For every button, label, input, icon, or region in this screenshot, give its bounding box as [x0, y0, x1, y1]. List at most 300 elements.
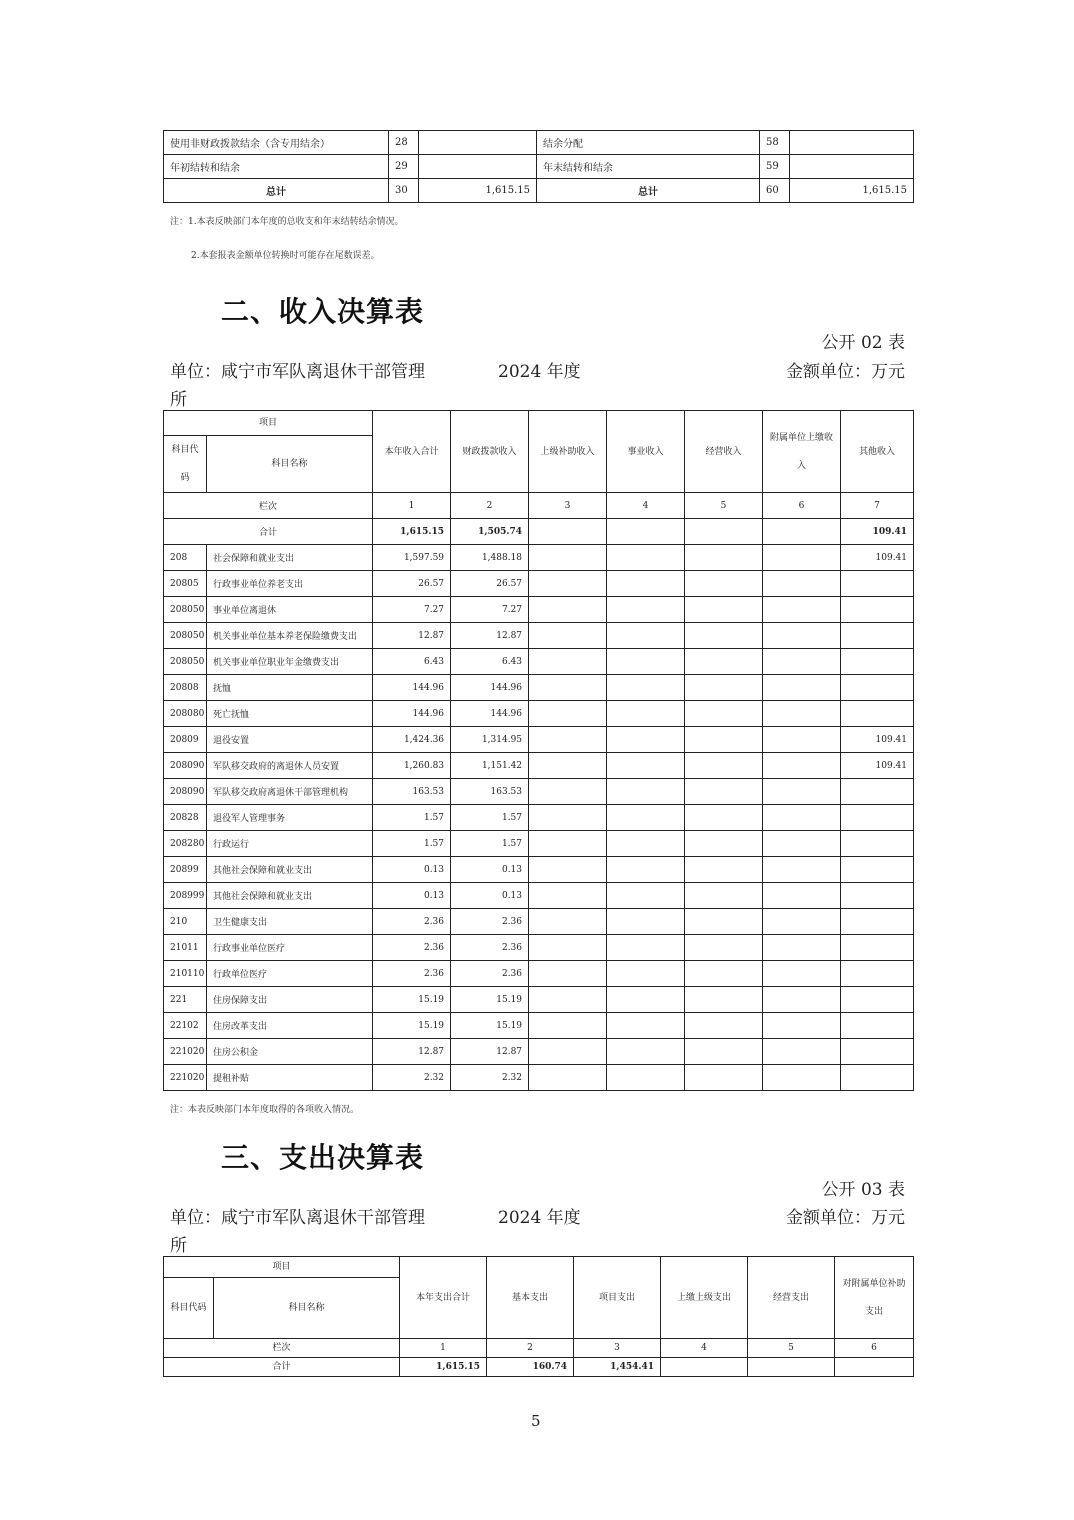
amount-cell: [529, 883, 607, 909]
column-number-label: 栏次: [164, 493, 373, 519]
table-row: [164, 753, 914, 779]
amount-cell: [841, 701, 914, 727]
page-number: 5: [531, 1412, 541, 1430]
column-number: 2: [487, 1339, 574, 1358]
expense-unit: 单位：咸宁市军队离退休干部管理: [170, 1208, 425, 1228]
amount-cell: [841, 883, 914, 909]
amount-cell: [529, 571, 607, 597]
amount-cell: [529, 961, 607, 987]
amount-cell: [763, 831, 841, 857]
cell-left-no: 30: [389, 179, 419, 203]
header-col-5: 经营收入: [685, 411, 763, 493]
amount-cell: 1,314.95: [451, 727, 529, 753]
amount-cell: 2.32: [451, 1065, 529, 1091]
income-unit: 单位：咸宁市军队离退休干部管理: [170, 362, 425, 382]
amount-cell: [607, 961, 685, 987]
amount-cell: [685, 727, 763, 753]
balance-row: [164, 179, 914, 203]
amount-cell: 0.13: [451, 857, 529, 883]
column-number-label: 栏次: [164, 1339, 400, 1358]
total-value: [661, 1358, 748, 1377]
subject-code: 208280: [164, 831, 207, 857]
amount-cell: [607, 597, 685, 623]
subject-code: 221020: [164, 1039, 207, 1065]
balance-row: [164, 131, 914, 155]
amount-cell: [763, 1065, 841, 1091]
amount-cell: [685, 883, 763, 909]
amount-cell: [607, 805, 685, 831]
table-row: [164, 597, 914, 623]
cell-left-label: 使用非财政拨款结余（含专用结余）: [164, 131, 389, 155]
table-row: [164, 935, 914, 961]
amount-cell: [763, 883, 841, 909]
amount-cell: [607, 883, 685, 909]
amount-cell: [763, 753, 841, 779]
amount-cell: [763, 1013, 841, 1039]
cell-left-val: [419, 131, 537, 155]
table-row: [164, 805, 914, 831]
table-row: [164, 701, 914, 727]
amount-cell: [841, 857, 914, 883]
header-col-4: 事业收入: [607, 411, 685, 493]
balance-note-1: 注：1.本表反映部门本年度的总收支和年末结转结余情况。: [170, 217, 404, 227]
subject-name: 提租补贴: [207, 1065, 373, 1091]
cell-left-no: 29: [389, 155, 419, 179]
amount-cell: [607, 753, 685, 779]
subject-code: 208050: [164, 597, 207, 623]
amount-cell: [685, 909, 763, 935]
amount-cell: [685, 961, 763, 987]
column-number: 4: [661, 1339, 748, 1358]
table-row: [164, 1013, 914, 1039]
expense-unit-continued: 所: [170, 1236, 187, 1256]
subject-code: 208999: [164, 883, 207, 909]
amount-cell: [841, 831, 914, 857]
total-label: 合计: [164, 519, 373, 545]
amount-cell: 6.43: [451, 649, 529, 675]
subject-name: 行政运行: [207, 831, 373, 857]
subject-code: 208050: [164, 623, 207, 649]
amount-cell: [529, 597, 607, 623]
amount-cell: [529, 623, 607, 649]
column-number: 7: [841, 493, 914, 519]
subject-code: 20808: [164, 675, 207, 701]
subject-name: 其他社会保障和就业支出: [207, 883, 373, 909]
subject-code: 20899: [164, 857, 207, 883]
total-value: 109.41: [841, 519, 914, 545]
expense-year: 2024 年度: [498, 1208, 581, 1228]
amount-cell: [607, 545, 685, 571]
subject-code: 210110: [164, 961, 207, 987]
subject-name: 社会保障和就业支出: [207, 545, 373, 571]
amount-cell: 7.27: [373, 597, 451, 623]
column-number: 6: [763, 493, 841, 519]
amount-cell: [529, 545, 607, 571]
income-note: 注：本表反映部门本年度取得的各项收入情况。: [170, 1105, 360, 1115]
amount-cell: [685, 779, 763, 805]
subject-name: 机关事业单位基本养老保险缴费支出: [207, 623, 373, 649]
amount-cell: 12.87: [373, 623, 451, 649]
table-row: [164, 857, 914, 883]
table-row: [164, 909, 914, 935]
header-col-3: 上级补助收入: [529, 411, 607, 493]
amount-cell: [607, 1013, 685, 1039]
amount-cell: [763, 1039, 841, 1065]
amount-cell: [529, 649, 607, 675]
amount-cell: 7.27: [451, 597, 529, 623]
amount-cell: [763, 701, 841, 727]
amount-cell: 2.36: [451, 909, 529, 935]
subject-name: 行政事业单位养老支出: [207, 571, 373, 597]
table-row: [164, 649, 914, 675]
amount-cell: [607, 623, 685, 649]
table-row: [164, 545, 914, 571]
amount-cell: 163.53: [451, 779, 529, 805]
amount-cell: [763, 935, 841, 961]
income-section-title: 二、收入决算表: [221, 295, 425, 328]
subject-name: 军队移交政府离退休干部管理机构: [207, 779, 373, 805]
amount-cell: [685, 701, 763, 727]
amount-cell: 144.96: [451, 701, 529, 727]
amount-cell: [529, 779, 607, 805]
amount-cell: 144.96: [451, 675, 529, 701]
amount-cell: [763, 909, 841, 935]
subject-name: 退役安置: [207, 727, 373, 753]
subject-name: 事业单位离退休: [207, 597, 373, 623]
cell-right-label: 年末结转和结余: [537, 155, 760, 179]
amount-cell: [607, 857, 685, 883]
header-col-2: 基本支出: [487, 1257, 574, 1339]
header-col-1: 本年收入合计: [373, 411, 451, 493]
subject-name: 抚恤: [207, 675, 373, 701]
amount-cell: 1.57: [373, 831, 451, 857]
table-row: [164, 675, 914, 701]
amount-cell: [529, 935, 607, 961]
table-row: [164, 1039, 914, 1065]
amount-cell: [763, 571, 841, 597]
total-value: 160.74: [487, 1358, 574, 1377]
amount-cell: 12.87: [373, 1039, 451, 1065]
amount-cell: 26.57: [451, 571, 529, 597]
cell-right-val: [790, 155, 914, 179]
header-col-6: 附属单位上缴收入: [763, 411, 841, 493]
subject-code: 20805: [164, 571, 207, 597]
amount-cell: [529, 909, 607, 935]
cell-left-val: 1,615.15: [419, 179, 537, 203]
subject-name: 卫生健康支出: [207, 909, 373, 935]
amount-cell: [763, 675, 841, 701]
cell-left-label: 年初结转和结余: [164, 155, 389, 179]
amount-cell: 6.43: [373, 649, 451, 675]
table-row: [164, 961, 914, 987]
income-currency-unit: 金额单位：万元: [786, 362, 905, 382]
amount-cell: [529, 857, 607, 883]
amount-cell: [763, 649, 841, 675]
subject-code: 208050: [164, 649, 207, 675]
subject-code: 208090: [164, 753, 207, 779]
income-table: [163, 410, 914, 1091]
total-value: [607, 519, 685, 545]
column-number: 5: [685, 493, 763, 519]
amount-cell: 1,424.36: [373, 727, 451, 753]
amount-cell: [529, 1039, 607, 1065]
amount-cell: 2.36: [373, 909, 451, 935]
amount-cell: [841, 649, 914, 675]
amount-cell: 26.57: [373, 571, 451, 597]
balance-row: [164, 155, 914, 179]
total-row: [164, 519, 914, 545]
amount-cell: [685, 675, 763, 701]
amount-cell: [841, 1013, 914, 1039]
header-code: 科目代码: [164, 436, 207, 493]
subject-code: 21011: [164, 935, 207, 961]
amount-cell: [685, 649, 763, 675]
amount-cell: [841, 623, 914, 649]
amount-cell: [841, 571, 914, 597]
amount-cell: [763, 961, 841, 987]
amount-cell: 15.19: [451, 1013, 529, 1039]
cell-right-no: 59: [760, 155, 790, 179]
amount-cell: [841, 961, 914, 987]
income-unit-continued: 所: [170, 390, 187, 410]
header-col-6: 对附属单位补助支出: [835, 1257, 914, 1339]
amount-cell: [607, 987, 685, 1013]
amount-cell: [841, 1065, 914, 1091]
amount-cell: [763, 805, 841, 831]
amount-cell: [685, 805, 763, 831]
amount-cell: 144.96: [373, 675, 451, 701]
table-row: [164, 1065, 914, 1091]
amount-cell: 2.36: [373, 961, 451, 987]
amount-cell: [529, 805, 607, 831]
amount-cell: 2.36: [451, 961, 529, 987]
header-name: 科目名称: [207, 436, 373, 493]
subject-name: 住房保障支出: [207, 987, 373, 1013]
amount-cell: [607, 1065, 685, 1091]
header-item: 项目: [164, 411, 373, 436]
amount-cell: [841, 675, 914, 701]
amount-cell: [763, 545, 841, 571]
amount-cell: [763, 779, 841, 805]
amount-cell: 1,151.42: [451, 753, 529, 779]
amount-cell: [529, 1013, 607, 1039]
subject-code: 22102: [164, 1013, 207, 1039]
subject-code: 20828: [164, 805, 207, 831]
amount-cell: [607, 571, 685, 597]
header-name: 科目名称: [214, 1278, 400, 1339]
income-year: 2024 年度: [498, 362, 581, 382]
header-col-2: 财政拨款收入: [451, 411, 529, 493]
amount-cell: 0.13: [373, 883, 451, 909]
subject-name: 住房公积金: [207, 1039, 373, 1065]
subject-code: 208: [164, 545, 207, 571]
amount-cell: 1.57: [451, 805, 529, 831]
amount-cell: [685, 1013, 763, 1039]
column-number: 2: [451, 493, 529, 519]
expense-form-number: 公开 03 表: [821, 1180, 905, 1200]
amount-cell: 12.87: [451, 623, 529, 649]
amount-cell: 1.57: [451, 831, 529, 857]
subject-name: 住房改革支出: [207, 1013, 373, 1039]
amount-cell: [841, 779, 914, 805]
amount-cell: [607, 935, 685, 961]
amount-cell: 163.53: [373, 779, 451, 805]
amount-cell: [529, 753, 607, 779]
total-value: [835, 1358, 914, 1377]
amount-cell: [607, 675, 685, 701]
amount-cell: [685, 935, 763, 961]
table-row: [164, 883, 914, 909]
amount-cell: [841, 935, 914, 961]
subject-code: 208080: [164, 701, 207, 727]
amount-cell: [685, 987, 763, 1013]
amount-cell: [841, 909, 914, 935]
amount-cell: [685, 623, 763, 649]
cell-right-no: 60: [760, 179, 790, 203]
total-value: [763, 519, 841, 545]
table-row: [164, 623, 914, 649]
column-number-row: [164, 493, 914, 519]
amount-cell: [529, 701, 607, 727]
table-row: [164, 571, 914, 597]
column-number: 3: [529, 493, 607, 519]
amount-cell: 1,597.59: [373, 545, 451, 571]
subject-name: 军队移交政府的离退休人员安置: [207, 753, 373, 779]
amount-cell: [607, 727, 685, 753]
amount-cell: [763, 727, 841, 753]
amount-cell: [685, 857, 763, 883]
total-value: 1,615.15: [373, 519, 451, 545]
cell-right-label: 总计: [537, 179, 760, 203]
amount-cell: 109.41: [841, 727, 914, 753]
amount-cell: 1,488.18: [451, 545, 529, 571]
column-number: 1: [373, 493, 451, 519]
total-value: 1,615.15: [400, 1358, 487, 1377]
amount-cell: 109.41: [841, 753, 914, 779]
income-form-number: 公开 02 表: [821, 333, 905, 353]
table-row: [164, 831, 914, 857]
column-number: 4: [607, 493, 685, 519]
amount-cell: [685, 597, 763, 623]
subject-code: 221020: [164, 1065, 207, 1091]
amount-cell: 15.19: [451, 987, 529, 1013]
header-code: 科目代码: [164, 1278, 214, 1339]
total-value: 1,454.41: [574, 1358, 661, 1377]
amount-cell: [529, 727, 607, 753]
cell-right-label: 结余分配: [537, 131, 760, 155]
header-col-3: 项目支出: [574, 1257, 661, 1339]
amount-cell: [841, 805, 914, 831]
amount-cell: [685, 1039, 763, 1065]
subject-code: 221: [164, 987, 207, 1013]
subject-code: 20809: [164, 727, 207, 753]
amount-cell: [607, 831, 685, 857]
subject-name: 退役军人管理事务: [207, 805, 373, 831]
amount-cell: [763, 597, 841, 623]
amount-cell: [529, 831, 607, 857]
header-col-4: 上缴上级支出: [661, 1257, 748, 1339]
column-number: 6: [835, 1339, 914, 1358]
amount-cell: [607, 701, 685, 727]
balance-note-2: 2.本套报表金额单位转换时可能存在尾数误差。: [191, 251, 380, 261]
amount-cell: 1,260.83: [373, 753, 451, 779]
amount-cell: [529, 1065, 607, 1091]
subject-code: 210: [164, 909, 207, 935]
amount-cell: 0.13: [451, 883, 529, 909]
amount-cell: 109.41: [841, 545, 914, 571]
amount-cell: [763, 623, 841, 649]
cell-left-label: 总计: [164, 179, 389, 203]
table-row: [164, 727, 914, 753]
amount-cell: [685, 831, 763, 857]
header-col-5: 经营支出: [748, 1257, 835, 1339]
subject-name: 行政单位医疗: [207, 961, 373, 987]
cell-left-no: 28: [389, 131, 419, 155]
column-number: 3: [574, 1339, 661, 1358]
cell-right-val: [790, 131, 914, 155]
amount-cell: [607, 649, 685, 675]
amount-cell: 15.19: [373, 987, 451, 1013]
amount-cell: [685, 1065, 763, 1091]
subject-code: 208090: [164, 779, 207, 805]
amount-cell: 2.32: [373, 1065, 451, 1091]
cell-right-no: 58: [760, 131, 790, 155]
amount-cell: 2.36: [373, 935, 451, 961]
amount-cell: [763, 857, 841, 883]
total-value: [529, 519, 607, 545]
header-item: 项目: [164, 1257, 400, 1278]
amount-cell: [529, 987, 607, 1013]
table-row: [164, 779, 914, 805]
column-number: 5: [748, 1339, 835, 1358]
amount-cell: [607, 1039, 685, 1065]
amount-cell: [685, 545, 763, 571]
column-number-row: [164, 1339, 914, 1358]
amount-cell: [607, 779, 685, 805]
subject-name: 行政事业单位医疗: [207, 935, 373, 961]
cell-right-val: 1,615.15: [790, 179, 914, 203]
amount-cell: [841, 1039, 914, 1065]
amount-cell: 15.19: [373, 1013, 451, 1039]
amount-cell: [841, 597, 914, 623]
header-col-1: 本年支出合计: [400, 1257, 487, 1339]
amount-cell: 2.36: [451, 935, 529, 961]
amount-cell: [685, 571, 763, 597]
total-label: 合计: [164, 1358, 400, 1377]
amount-cell: 144.96: [373, 701, 451, 727]
amount-cell: [763, 987, 841, 1013]
subject-name: 其他社会保障和就业支出: [207, 857, 373, 883]
expense-table: [163, 1256, 914, 1377]
amount-cell: [607, 909, 685, 935]
total-value: 1,505.74: [451, 519, 529, 545]
balance-table-tail: [163, 130, 914, 203]
amount-cell: [841, 987, 914, 1013]
total-value: [748, 1358, 835, 1377]
amount-cell: 0.13: [373, 857, 451, 883]
amount-cell: [529, 675, 607, 701]
amount-cell: 1.57: [373, 805, 451, 831]
cell-left-val: [419, 155, 537, 179]
subject-name: 机关事业单位职业年金缴费支出: [207, 649, 373, 675]
expense-currency-unit: 金额单位：万元: [786, 1208, 905, 1228]
amount-cell: [685, 753, 763, 779]
subject-name: 死亡抚恤: [207, 701, 373, 727]
header-col-7: 其他收入: [841, 411, 914, 493]
column-number: 1: [400, 1339, 487, 1358]
table-row: [164, 987, 914, 1013]
expense-section-title: 三、支出决算表: [221, 1141, 425, 1174]
